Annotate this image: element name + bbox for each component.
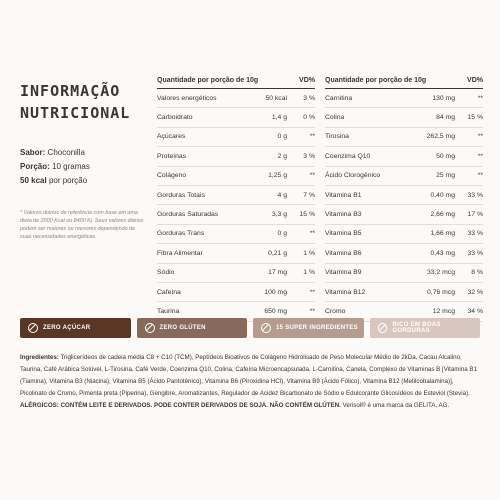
portion-line [20, 160, 90, 174]
flavor-value: Choconilla [47, 148, 85, 157]
table-row [157, 264, 315, 283]
badge-label: 15 SUPER INGREDIENTES [276, 325, 358, 331]
header-portion: Quantidade por porção de 10g [157, 77, 259, 84]
allergens-warning: ALÉRGICOS: CONTÉM LEITE E DERIVADOS. PODE CONTER DERIVADOS DE SOJA. NÃO CONTÉM GLÚTEN. [20, 402, 341, 410]
table-body [325, 89, 483, 322]
nutrient-name: Colina [325, 114, 345, 122]
nutrient-daily-value: 33 % [467, 191, 483, 199]
daily-value-note: * Valores diários de referência com base em uma dieta de 2000 Kcal ou 8400 Kj. Seus valores diários podem ser maiores ou menores dependendo de suas necessidades energéticas. [20, 210, 144, 240]
nutrient-daily-value: ** [309, 172, 315, 180]
table-row [325, 108, 483, 127]
nutrient-daily-value: 32 % [467, 288, 483, 296]
table-row [157, 225, 315, 244]
nutrient-daily-value: ** [477, 133, 483, 141]
title-line-1: INFORMAÇÃO [20, 82, 121, 100]
table-row [325, 186, 483, 205]
ingredients-label: Ingredientes: [20, 354, 59, 361]
header-vd: VD% [299, 77, 315, 84]
product-info [20, 146, 90, 188]
nutrient-daily-value: ** [309, 288, 315, 296]
nutrient-quantity: 50 mg [436, 152, 455, 160]
nutrient-daily-value: 33 % [467, 230, 483, 238]
table-row [157, 283, 315, 302]
nutrient-daily-value: 1 % [303, 269, 315, 277]
nutrient-quantity: 130 mg [432, 94, 455, 102]
table-row [325, 167, 483, 186]
table-row [157, 205, 315, 224]
trademark-note: Verisol® é uma marca da GELITA, AG. [342, 402, 450, 410]
nutrient-name: Vitamina B1 [325, 191, 362, 199]
badge-label: RICO EM BOAS GORDURAS [392, 322, 441, 334]
table-row [157, 128, 315, 147]
nutrient-daily-value: 17 % [467, 211, 483, 219]
nutrient-daily-value: ** [477, 152, 483, 160]
table-row [157, 147, 315, 166]
table-row [157, 167, 315, 186]
nutrient-quantity: 1,25 g [268, 172, 287, 180]
nutrient-name: Coenzima Q10 [325, 152, 371, 160]
nutrient-quantity: 17 mg [268, 269, 287, 277]
nutrient-name: Cromo [325, 307, 346, 315]
ingredients-list: Triglicerídeos de cadeia média C8 + C10 (TCM), Peptídeos Bioativos de Colágeno Hidrolisado de Peso Molecular Médio de 2kDa, Cacau Alcalino, Taurina, Café Arábica Solúvel, L-Tirosina, Café Verde, Coenzima Q10, Colina, Cafeína Microencapsulada, L-Carnitina, Canela, Complexo de Vitaminas B [Vitamina B1 (Tiamina), Vitamina B3 (Niacina), Vitamina B5 (Ácido Pantotênico), Vitamina B6 (Piroxidina HCl), Vitamina B9 (Ácido Fólico), Vitamina B12 (Metilcobalamina)], Picolinato de Cromo, Pimenta preta (Piperina), Gengibre, Aromatizantes, Regulador de Acidez Bicarbonato de Sódio e Edulcorante Glicosídeos de Esteviol (Stevia). [20, 354, 477, 398]
nutrient-daily-value: 1 % [303, 249, 315, 257]
portion-label: Porção: [20, 162, 50, 171]
table-header [157, 77, 315, 89]
flavor-line [20, 146, 90, 160]
nutrient-daily-value: ** [309, 133, 315, 141]
table-row [157, 186, 315, 205]
nutrient-daily-value: ** [477, 94, 483, 102]
portion-value: 10 gramas [52, 162, 90, 171]
header-vd: VD% [467, 77, 483, 84]
nutrient-daily-value: 0 % [303, 114, 315, 122]
nutrient-daily-value: 7 % [303, 191, 315, 199]
nutrient-name: Vitamina B6 [325, 249, 362, 257]
table-row [157, 89, 315, 108]
nutrient-daily-value: 3 % [303, 94, 315, 102]
nutrient-name: Gorduras Saturadas [157, 211, 219, 219]
no-sugar-icon [28, 323, 38, 333]
drop-icon [378, 323, 388, 333]
leaf-icon [261, 323, 271, 333]
nutrient-quantity: 0,40 mg [430, 191, 455, 199]
page-title [20, 80, 140, 124]
nutrient-name: Vitamina B12 [325, 288, 366, 296]
nutrient-quantity: 4 g [277, 191, 287, 199]
table-body [157, 89, 315, 322]
nutrient-daily-value: 8 % [471, 269, 483, 277]
nutrient-name: Fibra Alimentar [157, 249, 203, 257]
nutrient-quantity: 650 mg [264, 307, 287, 315]
nutrient-quantity: 0,76 mcg [427, 288, 455, 296]
table-row [325, 283, 483, 302]
badge-label: ZERO AÇÚCAR [43, 325, 91, 331]
badge-super-ingredients [253, 318, 364, 338]
kcal-label: 50 kcal [20, 176, 47, 185]
nutrient-daily-value: 3 % [303, 152, 315, 160]
nutrient-name: Gorduras Totais [157, 191, 205, 199]
nutrient-quantity: 262,5 mg [426, 133, 455, 141]
nutrient-name: Tirosina [325, 133, 349, 141]
nutrient-quantity: 1,66 mg [430, 230, 455, 238]
no-gluten-icon [145, 323, 155, 333]
nutrient-name: Proteínas [157, 152, 187, 160]
table-row [157, 108, 315, 127]
ingredients-text [20, 352, 480, 412]
nutrient-name: Açúcares [157, 133, 186, 141]
nutrient-quantity: 100 mg [264, 288, 287, 296]
badge-zero-gluten [137, 318, 248, 338]
nutrient-daily-value: ** [309, 230, 315, 238]
header-portion: Quantidade por porção de 10g [325, 77, 427, 84]
nutrient-daily-value: ** [477, 172, 483, 180]
nutrient-quantity: 0 g [277, 133, 287, 141]
nutrient-daily-value: 15 % [467, 114, 483, 122]
table-row [325, 225, 483, 244]
nutrient-quantity: 2,66 mg [430, 211, 455, 219]
nutrient-quantity: 2 g [277, 152, 287, 160]
badge-zero-sugar [20, 318, 131, 338]
nutrient-daily-value: ** [309, 307, 315, 315]
title-line-2: NUTRICIONAL [20, 104, 131, 122]
nutrient-quantity: 3,3 g [271, 211, 287, 219]
nutrient-name: Valores energéticos [157, 94, 217, 102]
nutrient-name: Vitamina B3 [325, 211, 362, 219]
nutrient-quantity: 25 mg [436, 172, 455, 180]
kcal-suffix: por porção [48, 176, 88, 185]
table-header [325, 77, 483, 89]
table-row [157, 244, 315, 263]
table-row [325, 264, 483, 283]
kcal-line [20, 174, 90, 188]
nutrient-name: Carboidrato [157, 114, 193, 122]
nutrient-quantity: 12 mcg [432, 307, 455, 315]
nutrient-name: Vitamina B5 [325, 230, 362, 238]
badge-label: ZERO GLÚTEN [159, 325, 206, 331]
nutrient-name: Sódio [157, 269, 175, 277]
nutrient-quantity: 0,21 g [268, 249, 287, 257]
table-row [325, 128, 483, 147]
nutrient-name: Vitamina B9 [325, 269, 362, 277]
nutrient-name: Cafeína [157, 288, 181, 296]
nutrient-name: Carnitina [325, 94, 353, 102]
nutrient-name: Ácido Clorogênico [325, 172, 381, 180]
flavor-label: Sabor: [20, 148, 46, 157]
nutrient-quantity: 33,2 mcg [427, 269, 455, 277]
nutrient-name: Colágeno [157, 172, 187, 180]
table-row [325, 89, 483, 108]
table-row [325, 205, 483, 224]
nutrient-quantity: 0 g [277, 230, 287, 238]
feature-badges [20, 318, 480, 338]
nutrient-daily-value: 33 % [467, 249, 483, 257]
nutrient-name: Taurina [157, 307, 180, 315]
nutrient-quantity: 84 mg [436, 114, 455, 122]
nutrient-name: Gorduras Trans [157, 230, 205, 238]
badge-good-fats [370, 318, 481, 338]
nutrition-table-right [325, 77, 483, 322]
table-row [325, 244, 483, 263]
nutrient-daily-value: 15 % [299, 211, 315, 219]
nutrient-daily-value: 34 % [467, 307, 483, 315]
nutrient-quantity: 1,4 g [271, 114, 287, 122]
nutrition-table-left [157, 77, 315, 322]
table-row [325, 147, 483, 166]
nutrient-quantity: 0,43 mg [430, 249, 455, 257]
nutrient-quantity: 50 kcal [265, 94, 287, 102]
